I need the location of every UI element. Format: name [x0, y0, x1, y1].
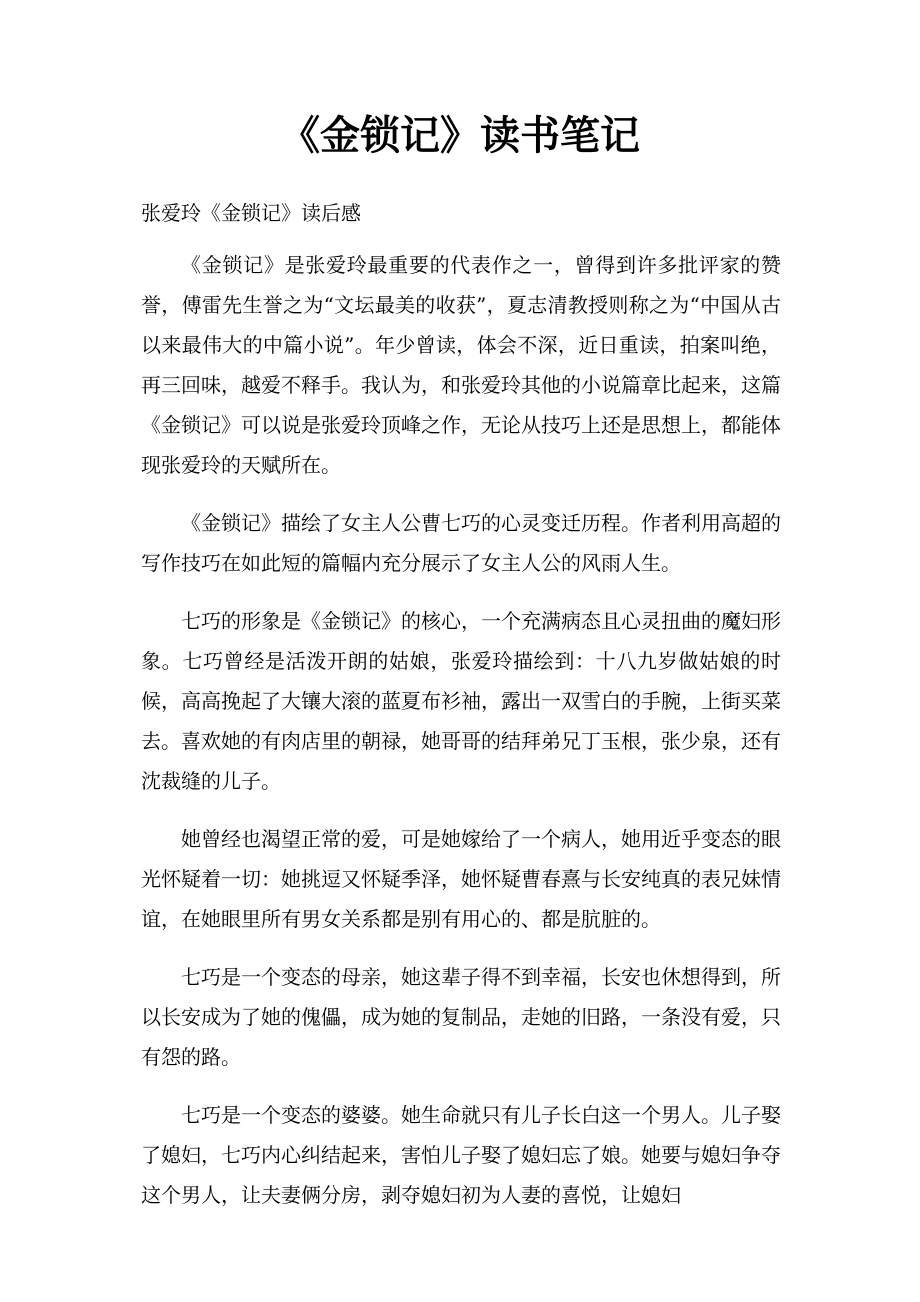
document-title: 《金锁记》读书笔记 [280, 112, 640, 159]
paragraph-character: 七巧的形象是《金锁记》的核心，一个充满病态且心灵扭曲的魔妇形象。七巧曾经是活泼开朗的姑娘，张爱玲描绘到：十八九岁做姑娘的时候，高高挽起了大镶大滚的蓝夏布衫袖，露出一双雪白的手腕，上街买菜去。喜欢她的有肉店里的朝禄，她哥哥的结拜弟兄丁玉根，张少泉，还有沈裁缝的儿子。 [141, 609, 781, 793]
document-body [141, 245, 781, 1233]
paragraph-mother: 七巧是一个变态的母亲，她这辈子得不到幸福，长安也休想得到，所以长安成为了她的傀儡，成为她的复制品，走她的旧路，一条没有爱，只有怨的路。 [141, 965, 781, 1069]
paragraph-mother-in-law: 七巧是一个变态的婆婆。她生命就只有儿子长白这一个男人。儿子娶了媳妇，七巧内心纠结起来，害怕儿子娶了媳妇忘了娘。她要与媳妇争夺这个男人，让夫妻俩分房，剥夺媳妇初为人妻的喜悦，让媳妇 [141, 1103, 781, 1207]
paragraph-intro: 《金锁记》是张爱玲最重要的代表作之一，曾得到许多批评家的赞誉，傅雷先生誉之为“文坛最美的收获”，夏志清教授则称之为“中国从古以来最伟大的中篇小说”。年少曾读，体会不深，近日重读，拍案叫绝，再三回味，越爱不释手。我认为，和张爱玲其他的小说篇章比起来，这篇《金锁记》可以说是张爱玲顶峰之作，无论从技巧上还是思想上，都能体现张爱玲的天赋所在。 [141, 253, 781, 477]
paragraph-love: 她曾经也渴望正常的爱，可是她嫁给了一个病人，她用近乎变态的眼光怀疑着一切：她挑逗又怀疑季泽，她怀疑曹春熹与长安纯真的表兄妹情谊，在她眼里所有男女关系都是别有用心的、都是肮脏的。 [141, 827, 781, 931]
document-subtitle: 张爱玲《金锁记》读后感 [141, 201, 361, 225]
paragraph-summary: 《金锁记》描绘了女主人公曹七巧的心灵变迁历程。作者利用高超的写作技巧在如此短的篇幅内充分展示了女主人公的风雨人生。 [141, 511, 781, 575]
